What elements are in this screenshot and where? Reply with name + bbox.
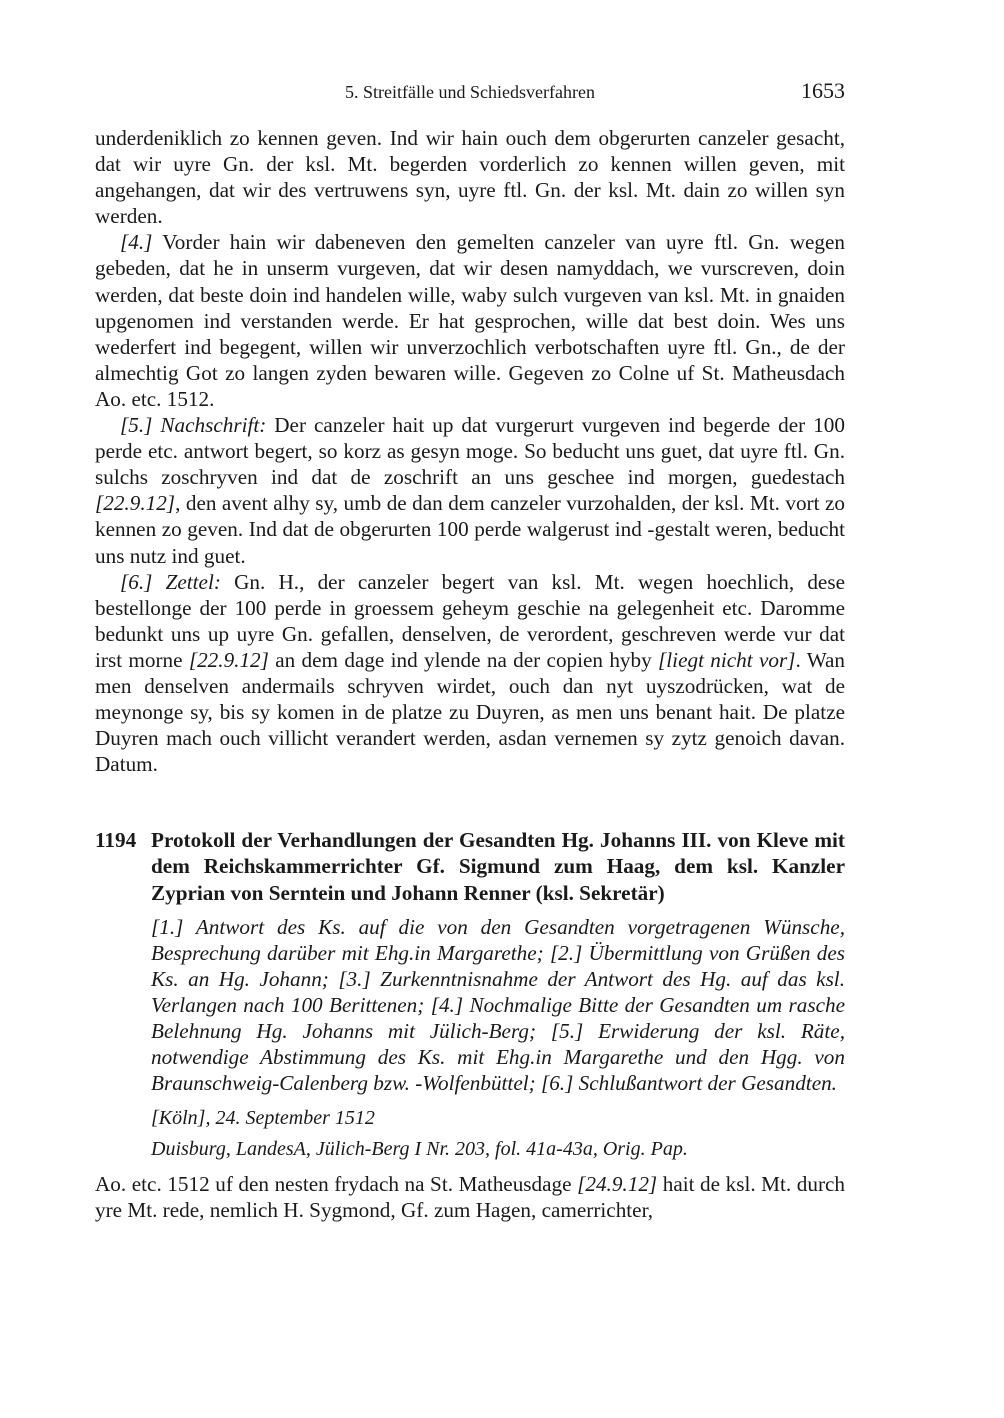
letter-body xyxy=(95,125,845,777)
paragraph-5: [5.] Nachschrift: Der canzeler hait up dat vurgerurt vurgeven ind begerde der 100 perde etc. antwort begert, so korz as gesyn moge. So beducht uns guet, dat uyre ftl. Gn. sulchs zoschryven ind dat de zoschrift an uns geschee ind morgen, guedestach [22.9.12], den avent alhy sy, umb de dan dem canzeler vurzohalden, der ksl. Mt. vort zo kennen zo geven. Ind dat de obgerurten 100 perde walgerust ind -gestalt weren, beducht uns nutz ind guet. xyxy=(95,413,845,568)
section-title: 5. Streitfälle und Schiedsverfahren xyxy=(345,82,595,102)
entry-source: Duisburg, LandesA, Jülich-Berg I Nr. 203, fol. 41a-43a, Orig. Pap. xyxy=(151,1138,688,1161)
page-number: 1653 xyxy=(801,78,845,103)
document-page xyxy=(95,78,845,1245)
entry-number: 1194 xyxy=(95,828,137,853)
editorial-note: [liegt nicht vor] xyxy=(658,647,796,672)
entry-heading xyxy=(95,827,845,905)
entry-body: Ao. etc. 1512 uf den nesten frydach na St. Matheusdage [24.9.12] hait de ksl. Mt. durch yre Mt. rede, nemlich H. Sygmond, Gf. zum Hagen, camerrichter, xyxy=(95,1172,845,1223)
paragraph-continuation: underdeniklich zo kennen geven. Ind wir hain ouch dem obgerurten canzeler gesacht, dat wir uyre Gn. der ksl. Mt. begerden vorderlich zo kennen willen geven, mit angehangen, dat wir des vertruwens syn, uyre ftl. Gn. der ksl. Mt. dain zo willen syn werden. xyxy=(95,126,845,229)
paragraph-6: [6.] Zettel: Gn. H., der canzeler begert van ksl. Mt. wegen hoechlich, dese bestellonge der 100 perde in groessem geheym geschie na gelegenheit etc. Daromme bedunkt uns up uyre Gn. gefallen, denselven, de verordent, geschreven werde vur dat irst morne [22.9.12] an dem dage ind ylende na der copien hyby [liegt nicht vor]. Wan men denselven andermails schryven wirdet, ouch dan nyt uyszodrücken, wat de meynonge sy, bis sy komen in de platze zu Duyren, as men uns benant hait. De platze Duyren mach ouch villicht verandert werden, asdan vernemen sy zytz genoich davan. Datum. xyxy=(95,569,845,777)
entry-date-place: [Köln], 24. September 1512 xyxy=(151,1107,375,1130)
paragraph-4: [4.] Vorder hain wir dabeneven den gemelten canzeler van uyre ftl. Gn. wegen gebeden, dat he in unserm vurgeven, dat wir desen namyddach, we vurscreven, doin werden, dat beste doin ind handelen wille, waby sulch vurgeven van ksl. Mt. in gnaiden upgenomen ind verstanden werde. Er hat gesprochen, wille dat best doin. Wes uns wederfert ind begegent, willen wir unverzochlich verbotschaften uyre ftl. Gn., de der almechtig Got zo langen zyden bewaren wille. Gegeven zo Colne uf St. Matheusdach Ao. etc. 1512. xyxy=(95,230,845,411)
paragraph-marker: [5.] Nachschrift: xyxy=(120,413,267,438)
entry-regest: [1.] Antwort des Ks. auf die von den Gesandten vorgetragenen Wünsche, Besprechung darüber mit Ehg.in Margarethe; [2.] Übermittlung von Grüßen des Ks. an Hg. Johann; [3.] Zurkenntnisnahme der Antwort des Hg. auf das ksl. Verlangen nach 100 Berittenen; [4.] Nochmalige Bitte der Gesandten um rasche Belehnung Hg. Johanns mit Jülich-Berg; [5.] Erwiderung der ksl. Räte, notwendige Abstimmung des Ks. mit Ehg.in Margarethe und den Hgg. von Braunschweig-Calenberg bzw. -Wolfenbüttel; [6.] Schlußantwort der Gesandten. xyxy=(151,914,845,1096)
editorial-date: [22.9.12] xyxy=(95,491,176,516)
running-header xyxy=(95,78,845,108)
paragraph-marker: [6.] Zettel: xyxy=(120,569,221,594)
editorial-date: [24.9.12] xyxy=(577,1172,658,1197)
document-entry xyxy=(95,827,845,1223)
entry-title: Protokoll der Verhandlungen der Gesandten Hg. Johanns III. von Kleve mit dem Reichskammerrichter Gf. Sigmund zum Haag, dem ksl. Kanzler Zyprian von Serntein und Johann Renner (ksl. Sekretär) xyxy=(151,828,845,905)
paragraph-marker: [4.] xyxy=(120,230,153,255)
editorial-date: [22.9.12] xyxy=(188,647,269,672)
